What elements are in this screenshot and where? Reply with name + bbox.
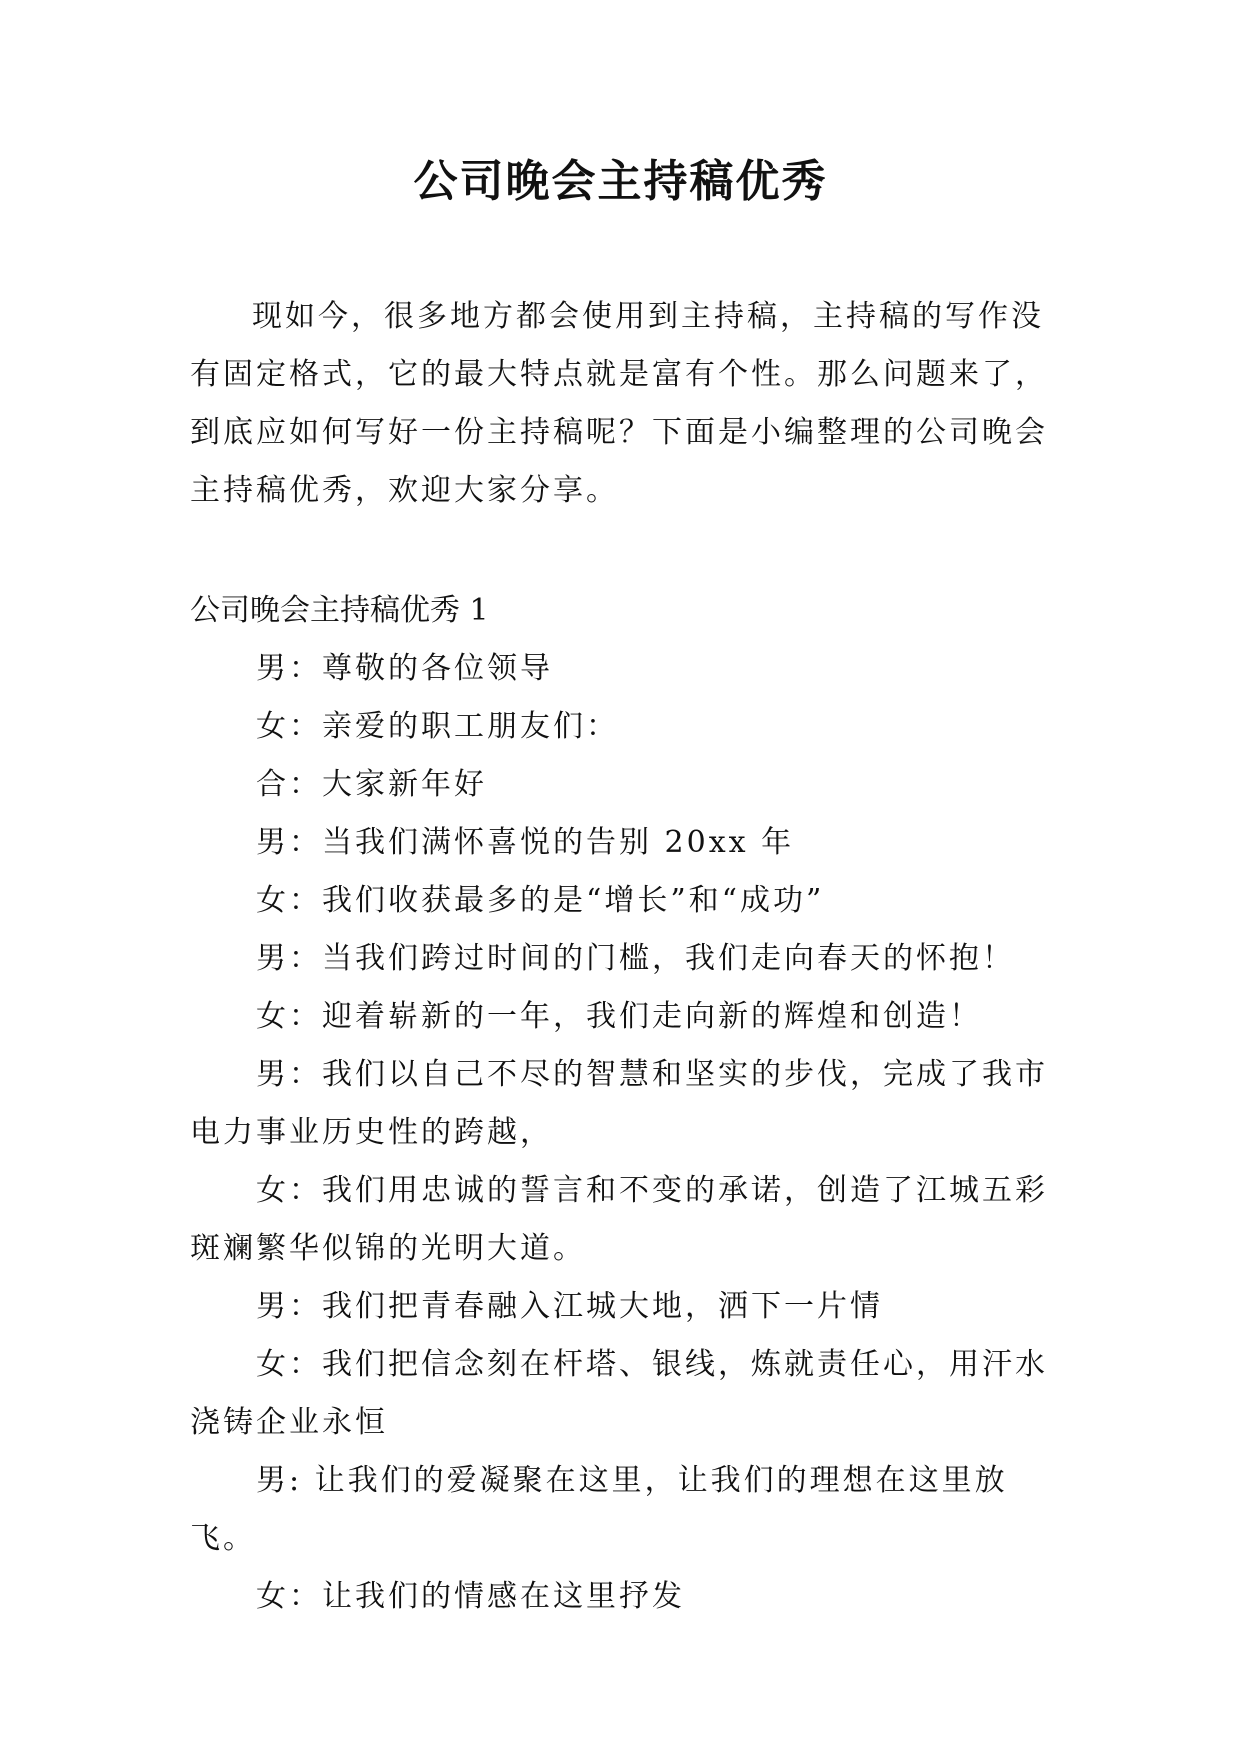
dialogue-line: 男：尊敬的各位领导: [256, 651, 553, 686]
dialogue-line: 女：我们把信念刻在杆塔、银线，炼就责任心，用汗水浇铸企业永恒: [190, 1347, 1048, 1440]
dialogue-block: [190, 640, 1070, 1626]
intro-paragraph: 现如今，很多地方都会使用到主持稿，主持稿的写作没有固定格式，它的最大特点就是富有个性。那么问题来了，到底应如何写好一份主持稿呢？下面是小编整理的公司晚会主持稿优秀，欢迎大家分享。: [190, 299, 1048, 508]
dialogue-line: 合：大家新年好: [256, 767, 487, 802]
document-title: 公司晚会主持稿优秀: [413, 156, 828, 207]
dialogue-line: 女：让我们的情感在这里抒发: [256, 1579, 685, 1614]
section-heading: 公司晚会主持稿优秀 1: [190, 593, 489, 628]
dialogue-line: 女：迎着崭新的一年，我们走向新的辉煌和创造！: [256, 999, 982, 1034]
dialogue-line: 男：我们以自己不尽的智慧和坚实的步伐，完成了我市电力事业历史性的跨越，: [190, 1057, 1048, 1150]
dialogue-line: 男: 让我们的爱凝聚在这里，让我们的理想在这里放飞。: [190, 1463, 1008, 1556]
dialogue-line: 女：亲爱的职工朋友们：: [256, 709, 619, 744]
dialogue-line: 男：当我们满怀喜悦的告别 20xx 年: [256, 825, 795, 860]
dialogue-line: 女：我们用忠诚的誓言和不变的承诺，创造了江城五彩斑斓繁华似锦的光明大道。: [190, 1173, 1048, 1266]
dialogue-line: 男：我们把青春融入江城大地，洒下一片情: [256, 1289, 883, 1324]
dialogue-line: 女：我们收获最多的是“增长”和“成功”: [256, 883, 825, 918]
dialogue-line: 男：当我们跨过时间的门槛，我们走向春天的怀抱！: [256, 941, 1015, 976]
